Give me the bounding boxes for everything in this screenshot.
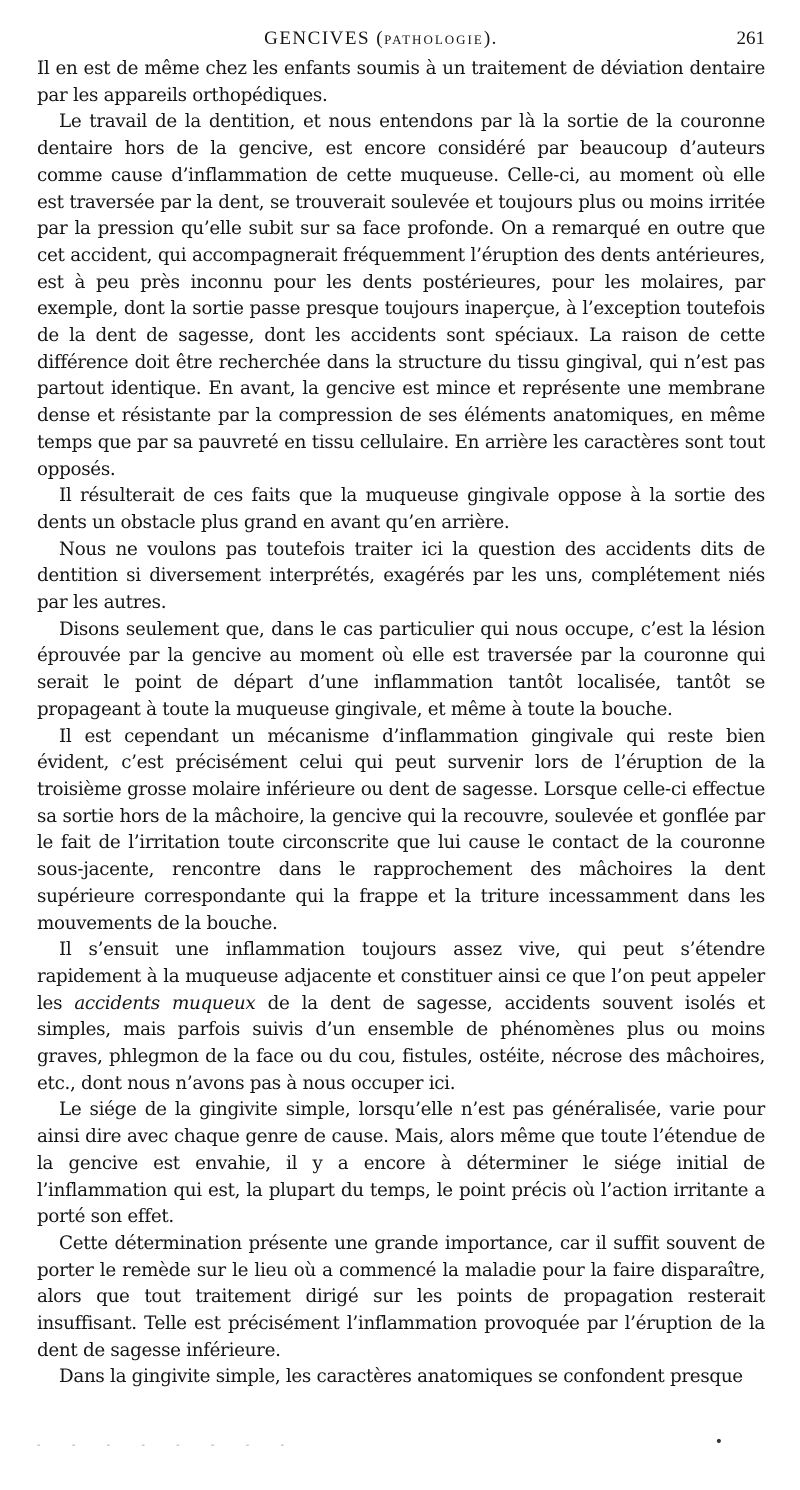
- book-page: [37, 28, 765, 1391]
- paragraph: [37, 1364, 765, 1391]
- paragraph: [37, 724, 765, 938]
- paragraph: [37, 1231, 765, 1365]
- text-segment: Il résulterait de ces faits que la muqueuse gingivale oppose à la sortie des dents un obstacle plus grand en avant qu’en arrière.: [37, 485, 765, 533]
- page-number: 261: [736, 28, 765, 49]
- text-segment: Il en est de même chez les enfants soumis à un traitement de déviation dentaire par les appareils orthopédiques.: [37, 58, 765, 106]
- paragraph: [37, 937, 765, 1097]
- footer-scan-marks: [37, 1434, 765, 1454]
- paragraph: [37, 109, 765, 483]
- running-title-paren-open: (: [376, 28, 385, 49]
- running-title-paren-close: ).: [483, 28, 498, 49]
- text-segment: Nous ne voulons pas toutefois traiter ici la question des accidents dits de dentition si diversement interprétés, exagérés par les uns, complétement niés par les autres.: [37, 538, 765, 614]
- paragraph: [37, 483, 765, 536]
- scan-dash-marks: - - - - - - - -: [37, 1440, 299, 1451]
- body-text: [37, 56, 765, 1391]
- text-segment: Disons seulement que, dans le cas particulier qui nous occupe, c’est la lésion éprouvée par la gencive au moment où elle est traversée par la couronne qui serait le point de départ d’une inflammation tantôt localisée, tantôt se propageant à toute la muqueuse gingivale, et même à toute la bouche.: [37, 618, 765, 720]
- running-title-main: GENCIVES: [264, 28, 371, 49]
- scan-dot: •: [714, 1434, 737, 1450]
- text-segment: Il s’ensuit une inflammation toujours assez vive, qui peut s’étendre rapidement à la muqueuse adjacente et constituer ainsi ce que l’on peut appeler les: [37, 939, 765, 1014]
- text-segment: de la dent de sagesse, accidents souvent isolés et simples, mais parfois suivis d’un ensemble de phénomènes plus ou moins graves, phlegmon de la face ou du cou, fistules, ostéite, nécrose des mâchoires, etc., dont nous n’avons pas à nous occuper ici.: [37, 992, 765, 1094]
- text-segment: Le siége de la gingivite simple, lorsqu’elle n’est pas généralisée, varie pour ainsi dire avec chaque genre de cause. Mais, alors même que toute l’étendue de la gencive est envahie, il y a encore à déterminer le siége initial de l’inflammation qui est, la plupart du temps, le point précis où l’action irritante a porté son effet.: [37, 1099, 765, 1228]
- paragraph: [37, 537, 765, 617]
- italic-term: accidents muqueux: [74, 992, 256, 1014]
- running-title-sub: PATHOLOGIE: [384, 32, 484, 47]
- paragraph: [37, 617, 765, 724]
- text-segment: Il est cependant un mécanisme d’inflammation gingivale qui reste bien évident, c’est précisément celui qui peut survenir lors de l’éruption de la troisième grosse molaire inférieure ou dent de sagesse. Lorsque celle-ci effectue sa sortie hors de la mâchoire, la gencive qui la recouvre, soulevée et gonflée par le fait de l’irritation toute circonscrite que lui cause le contact de la couronne sous-jacente, rencontre dans le rapprochement des mâchoires la dent supérieure correspondante qui la frappe et la triture incessamment dans les mouvements de la bouche.: [37, 725, 765, 934]
- text-segment: Cette détermination présente une grande importance, car il suffit souvent de porter le remède sur le lieu où a commencé la maladie pour la faire disparaître, alors que tout traitement dirigé sur les points de propagation resterait insuffisant. Telle est précisément l’inflammation provoquée par l’éruption de la dent de sagesse inférieure.: [37, 1232, 765, 1361]
- paragraph: [37, 56, 765, 109]
- running-head: [37, 28, 765, 56]
- text-segment: Le travail de la dentition, et nous entendons par là la sortie de la couronne dentaire hors de la gencive, est encore considéré par beaucoup d’auteurs comme cause d’inflammation de cette muqueuse. Celle-ci, au moment où elle est traversée par la dent, se trouverait soulevée et toujours plus ou moins irritée par la pression qu’elle subit sur sa face profonde. On a remarqué en outre que cet accident, qui accompagnerait fréquemment l’éruption des dents antérieures, est à peu près inconnu pour les dents postérieures, pour les molaires, par exemple, dont la sortie passe presque toujours inaperçue, à l’exception toutefois de la dent de sagesse, dont les accidents sont spéciaux. La raison de cette différence doit être recherchée dans la structure du tissu gingival, qui n’est pas partout identique. En avant, la gencive est mince et représente une membrane dense et résistante par la compression de ses éléments anatomiques, en même temps que par sa pauvreté en tissu cellulaire. En arrière les caractères sont tout opposés.: [37, 111, 765, 480]
- paragraph: [37, 1097, 765, 1231]
- running-title: [37, 28, 765, 50]
- text-segment: Dans la gingivite simple, les caractères anatomiques se confondent presque: [59, 1366, 743, 1388]
